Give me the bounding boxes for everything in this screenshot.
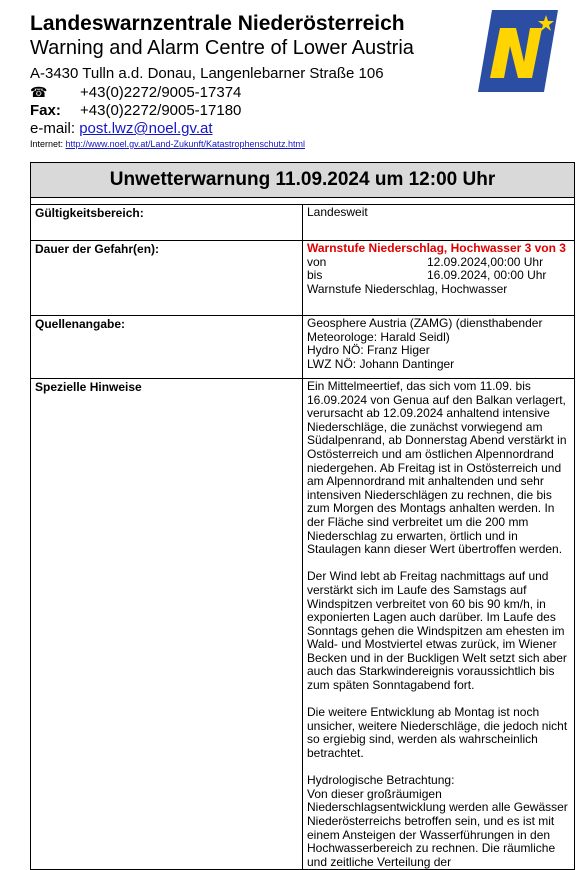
- phone-line: [30, 83, 470, 102]
- email-label: e-mail:: [30, 120, 76, 137]
- from-value: 12.09.2024,00:00 Uhr: [427, 254, 544, 269]
- notes-row: [31, 379, 575, 870]
- source-value: [303, 316, 575, 379]
- from-label: von: [307, 254, 327, 269]
- letterhead: [30, 11, 470, 150]
- to-value: 16.09.2024, 00:00 Uhr: [427, 268, 547, 283]
- source-row: [31, 316, 575, 379]
- organization-name-german: Landeswarnzentrale Niederösterreich: [30, 12, 405, 35]
- duration-value: [303, 241, 575, 316]
- warning-level-headline: Warnstufe Niederschlag, Hochwasser 3 von 3: [307, 241, 566, 255]
- fax-number: +43(0)2272/9005-17180: [80, 102, 242, 119]
- internet-link[interactable]: http://www.noel.gv.at/Land-Zukunft/Katastrophenschutz.html: [65, 139, 306, 149]
- validity-row: [31, 205, 575, 241]
- phone-number: +43(0)2272/9005-17374: [80, 84, 242, 101]
- validity-label: Gültigkeitsbereich:: [31, 205, 303, 241]
- email-link[interactable]: post.lwz@noel.gv.at: [79, 120, 213, 137]
- notes-paragraph: Der Wind lebt ab Freitag nachmittags auf und verstärkt sich im Laufe des Samstags auf Windspitzen verbreitet von 60 bis 90 km/h, in exponierten Lagen auch darüber. Im Laufe des Sonntags gehen die Windspitzen am ehesten im Wald- und Mostviertel etwas zurück, im Wiener Becken und in der Buckligen Welt setzt sich aber auch das Starkwindereignis voraussichtlich bis zum späten Sonntagabend fort.: [307, 569, 567, 693]
- fax-line: [30, 102, 470, 120]
- to-label: bis: [307, 268, 323, 283]
- warning-title: Unwetterwarnung 11.09.2024 um 12:00 Uhr: [31, 163, 575, 198]
- validity-value: Landesweit: [303, 205, 575, 241]
- notes-paragraph: Die weitere Entwicklung ab Montag ist noch unsicher, weitere Niederschläge, die jedoch nicht so ergiebig sind, werden als wahrscheinlich betrachtet.: [307, 705, 568, 761]
- notes-paragraph: Von dieser großräumigen Niederschlagsentwicklung werden alle Gewässer Niederösterreichs betroffen sein, und es ist mit einem Ansteigen der Wasserführungen in den Hochwasserbereich zu rechnen. Die räumliche und zeitliche Verteilung der: [307, 786, 568, 869]
- internet-label: Internet:: [30, 139, 64, 149]
- notes-value: [303, 379, 575, 870]
- source-label: Quellenangabe:: [31, 316, 303, 379]
- internet-line: [30, 138, 470, 150]
- warning-title-row: [31, 163, 575, 198]
- lower-austria-n-logo: [478, 10, 558, 92]
- warning-table: [30, 162, 575, 870]
- organization-name-english: Warning and Alarm Centre of Lower Austria: [30, 37, 414, 59]
- source-item: LWZ NÖ: Johann Dantinger: [307, 356, 455, 371]
- notes-label: Spezielle Hinweise: [31, 379, 303, 870]
- warning-period: [307, 256, 570, 283]
- telephone-icon: ☎: [30, 84, 48, 100]
- address: A-3430 Tulln a.d. Donau, Langenlebarner Straße 106: [30, 65, 384, 82]
- notes-paragraph: Hydrologische Betrachtung:: [307, 773, 455, 788]
- source-item: Hydro NÖ: Franz Higer: [307, 343, 430, 358]
- notes-paragraph: Ein Mittelmeertief, das sich vom 11.09. bis 16.09.2024 von Genua auf den Balkan verlagert, verursacht ab 12.09.2024 anhaltend intensive Niederschläge, die zunächst vorwiegend am Südalpenrand, ab Donnerstag Abend verstärkt in Ostösterreich und am östlichen Alpennordrand niedergehen. Ab Freitag ist in Ostösterreich und am Alpennordrand mit anhaltenden und sehr intensiven Niederschlägen zu rechnen, die bis zum Morgen des Montags anhalten werden. In der Fläche sind verbreitet um die 200 mm Niederschlag zu erwarten, örtlich und in Staulagen kann dieser Wert übertroffen werden.: [307, 379, 567, 557]
- source-item: Geosphere Austria (ZAMG) (diensthabender Meteorologe: Harald Seidl): [307, 316, 543, 344]
- fax-label: Fax:: [30, 102, 61, 119]
- email-line: [30, 120, 470, 138]
- duration-label: Dauer der Gefahr(en):: [31, 241, 303, 316]
- duration-row: [31, 241, 575, 316]
- duration-summary: Warnstufe Niederschlag, Hochwasser: [307, 281, 508, 296]
